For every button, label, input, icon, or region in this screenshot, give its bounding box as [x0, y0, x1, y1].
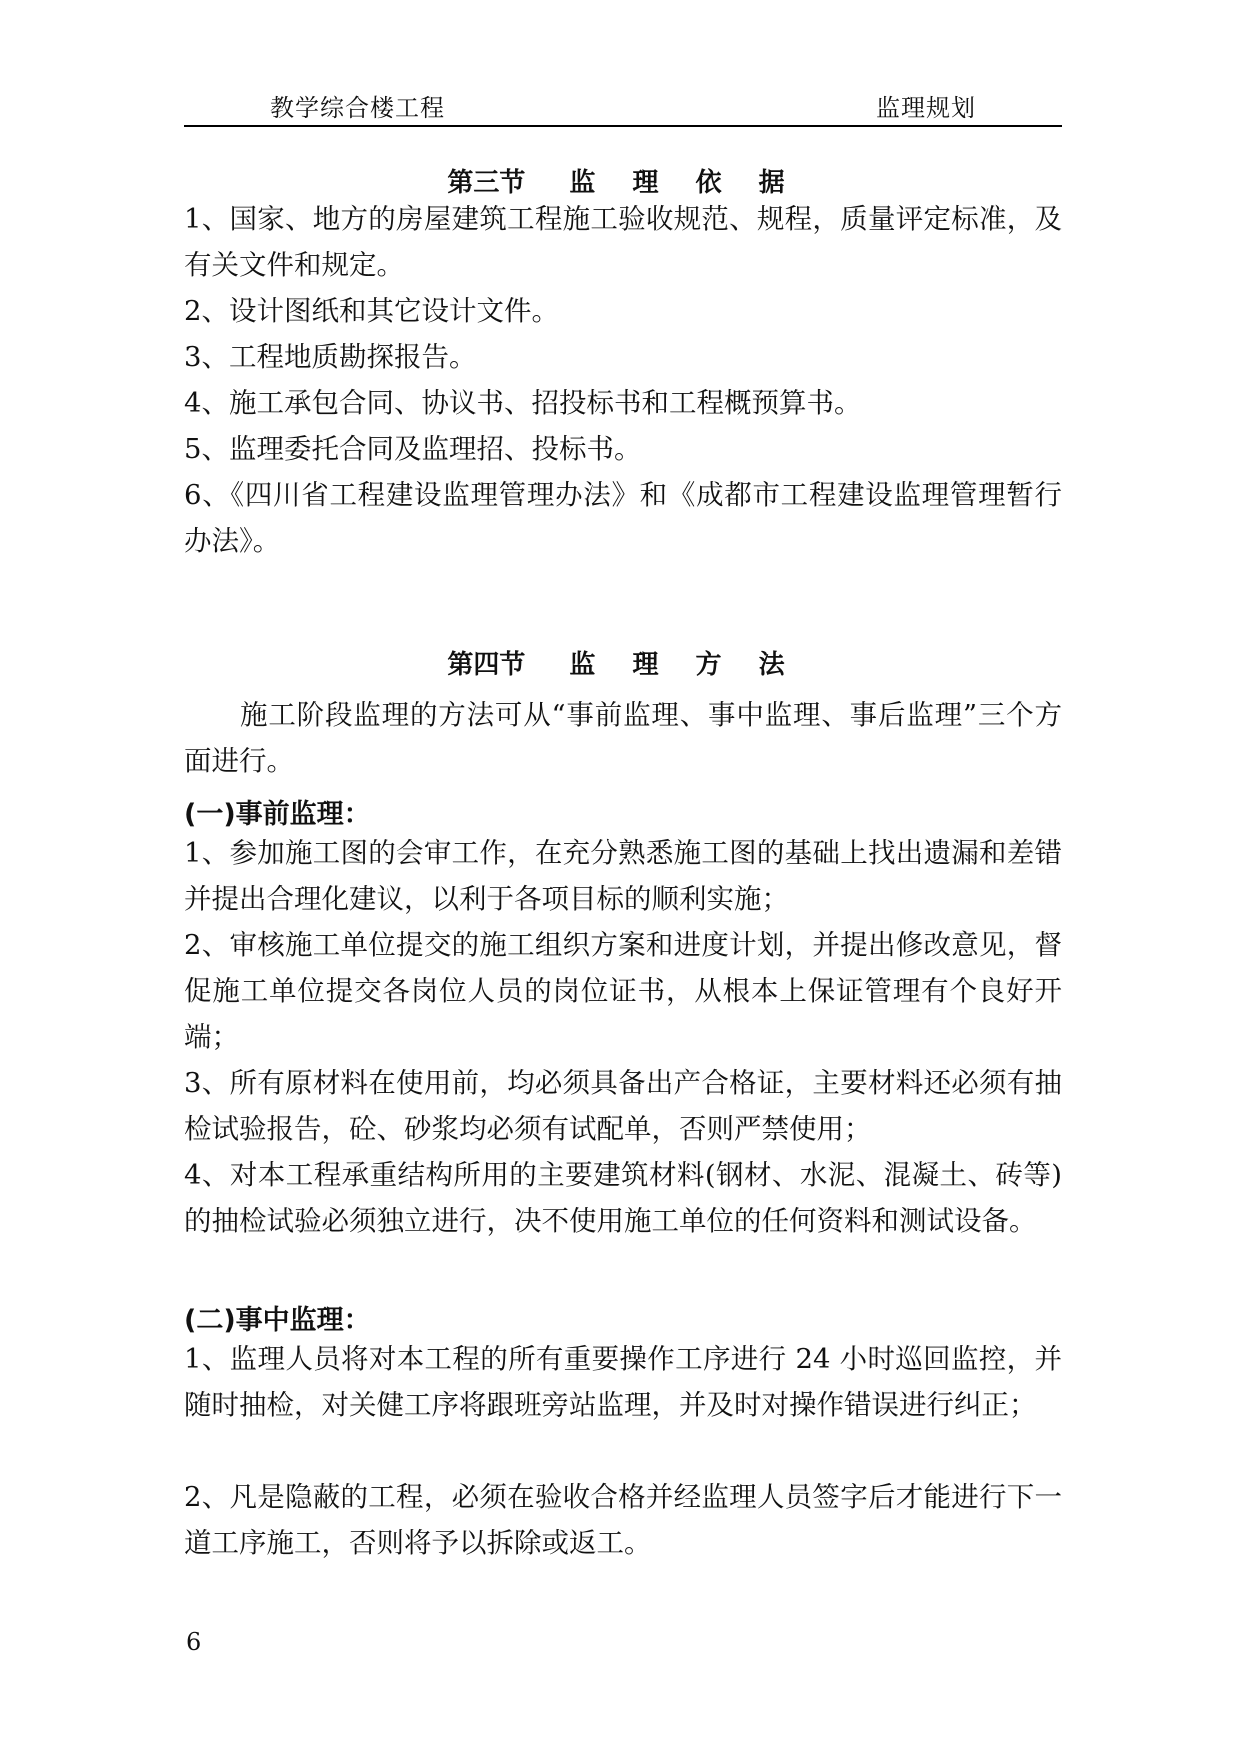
part1-item-1: 1、参加施工图的会审工作，在充分熟悉施工图的基础上找出遗漏和差错并提出合理化建议，以利于各项目标的顺利实施； — [184, 837, 1062, 915]
section3-item-3: 3、工程地质勘探报告。 — [184, 341, 477, 373]
part1-item-3: 3、所有原材料在使用前，均必须具备出产合格证，主要材料还必须有抽检试验报告，砼、砂浆均必须有试配单，否则严禁使用； — [184, 1067, 1062, 1145]
part2-heading: (二)事中监理： — [184, 1305, 371, 1336]
section3-item-4: 4、施工承包合同、协议书、招投标书和工程概预算书。 — [184, 387, 862, 419]
part1-item-4: 4、对本工程承重结构所用的主要建筑材料(钢材、水泥、混凝土、砖等)的抽检试验必须独立进行，决不使用施工单位的任何资料和测试设备。 — [184, 1159, 1062, 1237]
header-document-type: 监理规划 — [876, 94, 976, 122]
section3-number: 第三节 — [447, 168, 526, 198]
section3-item-1: 1、国家、地方的房屋建筑工程施工验收规范、规程，质量评定标准，及有关文件和规定。 — [184, 203, 1062, 281]
part1-item-2: 2、审核施工单位提交的施工组织方案和进度计划，并提出修改意见，督促施工单位提交各岗位人员的岗位证书，从根本上保证管理有个良好开端； — [184, 929, 1062, 1053]
section4-heading — [184, 644, 1062, 681]
section4-name: 监 理 方 法 — [569, 650, 799, 680]
section3-item-6: 6、《四川省工程建设监理管理办法》和《成都市工程建设监理管理暂行办法》。 — [184, 479, 1062, 557]
part1-heading: (一)事前监理： — [184, 799, 371, 830]
part2-item-1: 1、监理人员将对本工程的所有重要操作工序进行 24 小时巡回监控，并随时抽检，对关健工序将跟班旁站监理，并及时对操作错误进行纠正； — [184, 1343, 1062, 1421]
section3-heading — [184, 162, 1062, 199]
section3-name: 监 理 依 据 — [569, 168, 799, 198]
section4-intro: 施工阶段监理的方法可从“事前监理、事中监理、事后监理”三个方面进行。 — [184, 699, 1062, 777]
page-number: 6 — [186, 1628, 202, 1656]
header-divider — [184, 125, 1062, 127]
header-project-title: 教学综合楼工程 — [270, 94, 445, 122]
section3-item-5: 5、监理委托合同及监理招、投标书。 — [184, 433, 642, 465]
part2-item-2: 2、凡是隐蔽的工程，必须在验收合格并经监理人员签字后才能进行下一道工序施工，否则将予以拆除或返工。 — [184, 1481, 1062, 1559]
section4-number: 第四节 — [447, 650, 526, 680]
section3-item-2: 2、设计图纸和其它设计文件。 — [184, 295, 559, 327]
